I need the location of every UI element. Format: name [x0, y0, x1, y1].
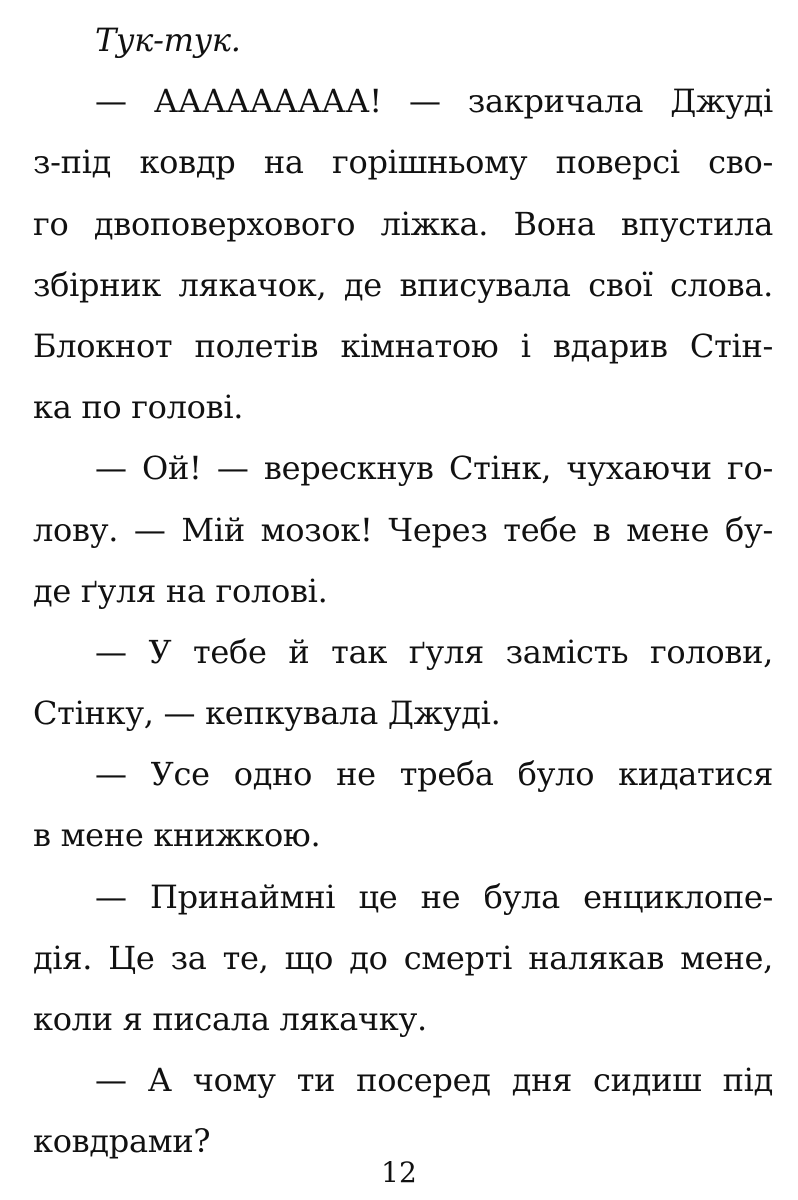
text-line: дія. Це за те, що до смерті налякав мене, — [33, 938, 773, 977]
text-line: Стінку, — кепкувала Джуді. — [33, 694, 501, 733]
text-line: Тук-тук. — [95, 21, 241, 59]
page-number: 12 — [381, 1156, 417, 1189]
text-line: — ААААААААА! — закричала Джуді — [95, 82, 773, 121]
text-line: з-під ковдр на горішньому поверсі сво- — [33, 143, 773, 182]
text-line: ка по голові. — [33, 388, 244, 427]
text-line: — Принаймні це не була енциклопе- — [95, 877, 773, 916]
text-line: коли я писала лякачку. — [33, 1000, 427, 1038]
text-line: Блокнот полетів кімнатою і вдарив Стін- — [33, 326, 773, 365]
text-line: збірник лякачок, де вписувала свої слова. — [33, 265, 773, 304]
text-line: — Ой! — верескнув Стінк, чухаючи го- — [95, 449, 773, 488]
text-line: — А чому ти посеред дня сидиш під — [95, 1061, 773, 1100]
text-line: де ґуля на голові. — [33, 571, 328, 610]
page-text — [33, 10, 773, 1173]
text-line: ковдрами? — [33, 1122, 211, 1161]
text-line: го двоповерхового ліжка. Вона впустила — [33, 204, 773, 243]
text-line: в мене книжкою. — [33, 816, 321, 855]
text-line: лову. — Мій мозок! Через тебе в мене бу- — [33, 510, 773, 549]
text-line: — У тебе й так ґуля замість голови, — [95, 632, 773, 671]
text-line: — Усе одно не треба було кидатися — [95, 755, 773, 794]
